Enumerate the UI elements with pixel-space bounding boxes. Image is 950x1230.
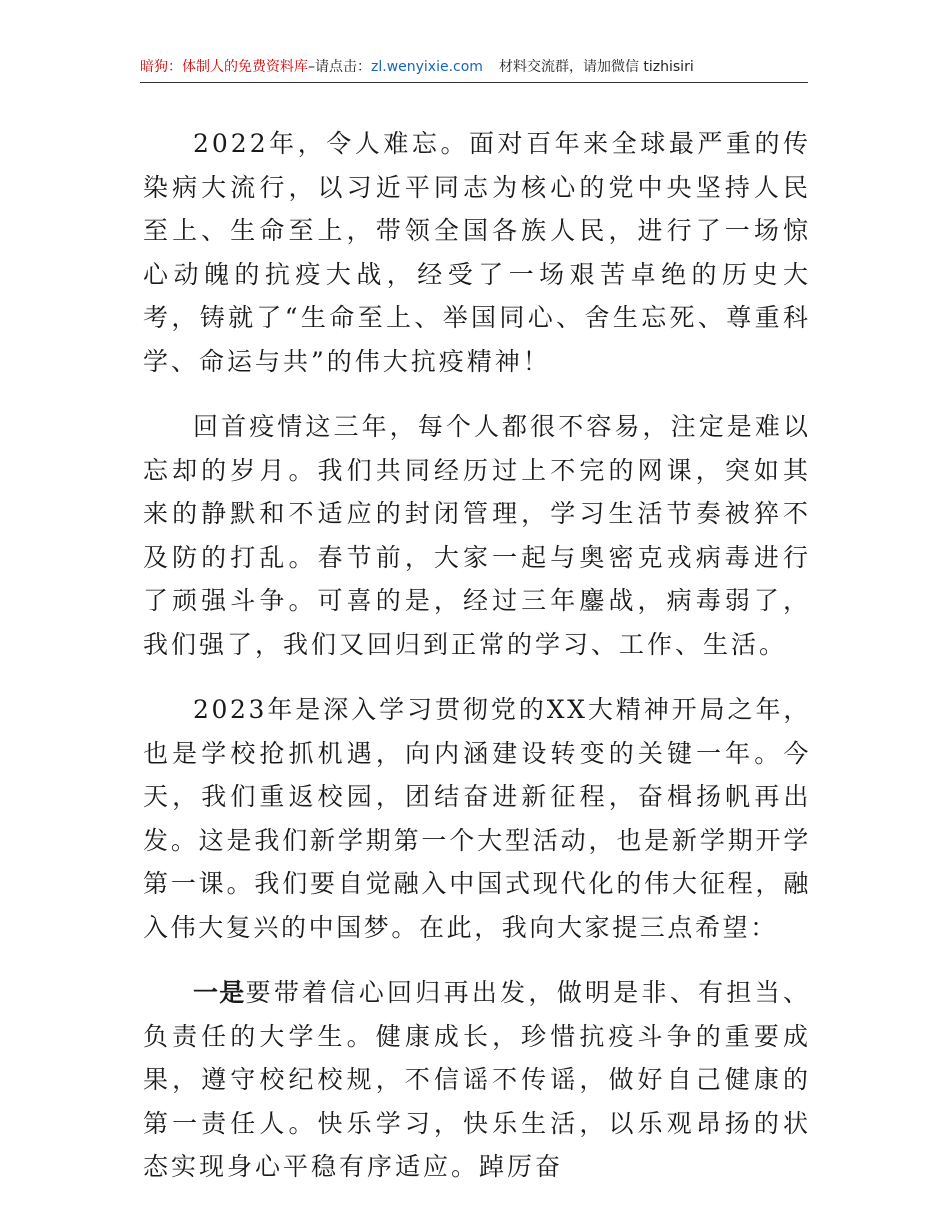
document-body [143, 122, 811, 1211]
paragraph-2-text: 回首疫情这三年，每个人都很不容易，注定是难以忘却的岁月。我们共同经历过上不完的网课，突如其来的静默和不适应的封闭管理，学习生活节奏被猝不及防的打乱。春节前，大家一起与奥密克戎病毒进行了顽强斗争。可喜的是，经过三年鏖战，病毒弱了，我们强了，我们又回归到正常的学习、工作、生活。 [143, 412, 811, 659]
header-url-link[interactable]: zl.wenyixie.com [371, 59, 483, 75]
page-header [140, 56, 808, 83]
paragraph-1 [143, 122, 811, 383]
header-prompt-text: –请点击： [308, 59, 371, 75]
paragraph-3 [143, 688, 811, 949]
paragraph-1-text: 2022年，令人难忘。面对百年来全球最严重的传染病大流行，以习近平同志为核心的党中央坚持人民至上、生命至上，带领全国各族人民，进行了一场惊心动魄的抗疫大战，经受了一场艰苦卓绝的历史大考，铸就了“生命至上、举国同心、舍生忘死、尊重科学、命运与共”的伟大抗疫精神！ [143, 129, 811, 376]
paragraph-4-lead: 一是 [193, 978, 246, 1007]
paragraph-2 [143, 405, 811, 666]
paragraph-3-text: 2023年是深入学习贯彻党的XX大精神开局之年，也是学校抢抓机遇，向内涵建设转变的关键一年。今天，我们重返校园，团结奋进新征程，奋楫扬帆再出发。这是我们新学期第一个大型活动，也是新学期开学第一课。我们要自觉融入中国式现代化的伟大征程，融入伟大复兴的中国梦。在此，我向大家提三点希望： [143, 695, 811, 942]
header-contact-text: 材料交流群，请加微信 tizhisiri [498, 59, 694, 75]
paragraph-4-text: 要带着信心回归再出发，做明是非、有担当、负责任的大学生。健康成长，珍惜抗疫斗争的重要成果，遵守校纪校规，不信谣不传谣，做好自己健康的第一责任人。快乐学习，快乐生活，以乐观昂扬的状态实现身心平稳有序适应。踔厉奋 [143, 978, 811, 1181]
header-promo-text: 暗狗：体制人的免费资料库 [140, 59, 308, 75]
paragraph-4 [143, 971, 811, 1189]
